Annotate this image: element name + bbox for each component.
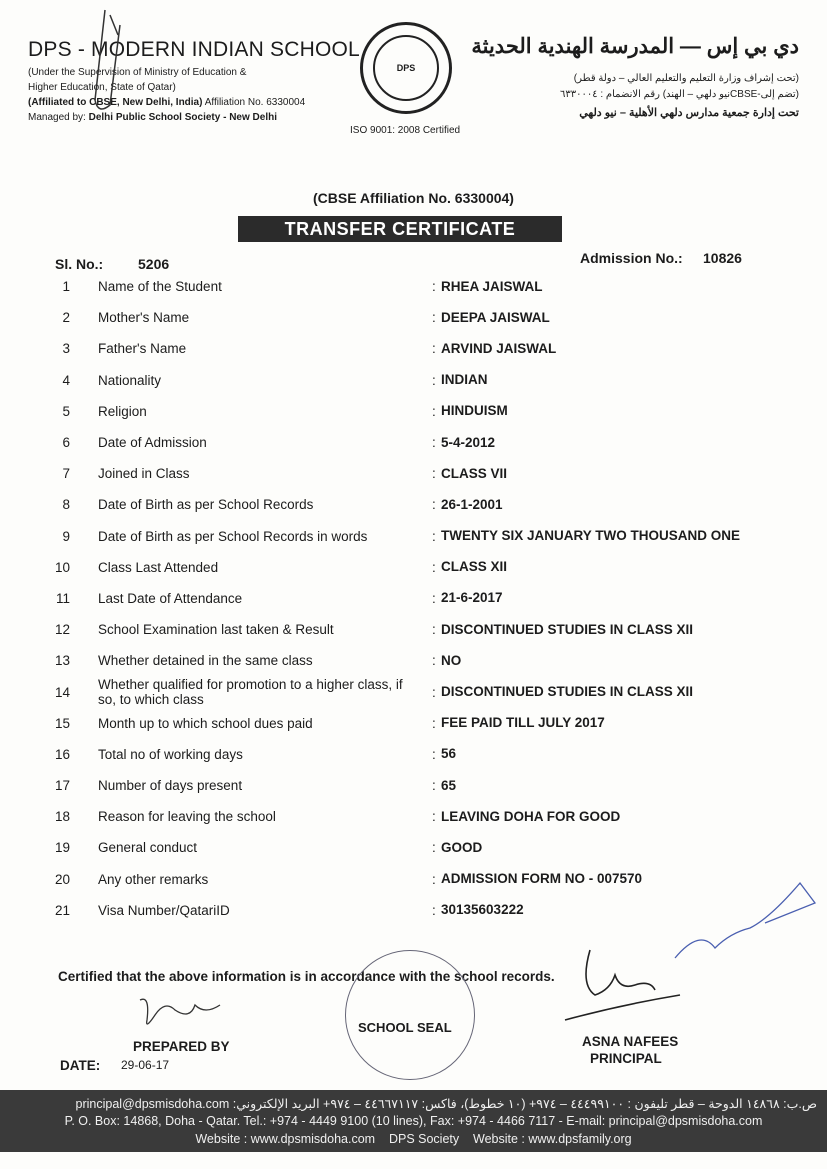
field-number: 19 [54,840,70,856]
field-label: Reason for leaving the school [98,809,276,825]
affiliation-no: Affiliation No. 6330004 [204,97,306,108]
managed-line [28,110,277,125]
field-colon: : [432,746,436,762]
affiliated-to: (Affiliated to CBSE, New Delhi, India) [28,97,203,108]
field-row [0,739,827,770]
field-number: 10 [54,559,70,575]
field-label: Total no of working days [98,746,243,762]
field-colon: : [432,809,436,825]
field-row [0,770,827,801]
principal-name: ASNA NAFEES [582,1034,679,1049]
arabic-line-3: تحت إدارة جمعية مدارس دلهي الأهلية – نيو دلهي [579,107,799,119]
field-value: RHEA JAISWAL [441,278,543,294]
field-number: 13 [54,653,70,669]
field-value: ADMISSION FORM NO - 007570 [441,871,643,887]
field-value: 56 [441,746,457,762]
field-value: DISCONTINUED STUDIES IN CLASS XII [441,684,694,700]
field-colon: : [432,590,436,606]
field-colon: : [432,435,436,451]
serial-number-label: Sl. No.: [55,256,104,272]
field-colon: : [432,497,436,513]
field-number: 15 [54,715,70,731]
iso-certification: ISO 9001: 2008 Certified [350,125,461,136]
supervision-line-1: (Under the Supervision of Ministry of Education & [28,67,247,78]
field-colon: : [432,840,436,856]
field-label: Any other remarks [98,871,209,887]
footer-contact-bar [0,1090,827,1152]
field-label: Religion [98,403,147,419]
field-value: DISCONTINUED STUDIES IN CLASS XII [441,621,694,637]
school-seal-stamp [345,950,475,1080]
supervision-line-2: Higher Education, State of Qatar) [28,82,176,93]
field-number: 14 [54,684,70,700]
field-row [0,552,827,583]
serial-number: 5206 [138,256,170,272]
field-number: 11 [55,590,70,606]
field-number: 9 [62,528,70,544]
principal-role: PRINCIPAL [590,1051,662,1066]
field-label: Month up to which school dues paid [98,715,313,731]
preparer-signature-icon [135,990,235,1035]
admission-number-label: Admission No.: [580,250,683,266]
field-label: School Examination last taken & Result [98,622,334,638]
cbse-affiliation: (CBSE Affiliation No. 6330004) [313,190,514,206]
field-number: 20 [54,871,70,887]
field-value: 30135603222 [441,902,524,918]
field-value: HINDUISM [441,403,508,419]
field-row [0,676,827,707]
field-colon: : [432,559,436,575]
field-number: 7 [62,466,70,482]
field-colon: : [432,310,436,326]
field-value: ARVIND JAISWAL [441,340,557,356]
certificate-title: TRANSFER CERTIFICATE [238,216,562,242]
field-colon: : [432,528,436,544]
school-name: DPS - MODERN INDIAN SCHOOL [28,38,360,61]
field-label: Joined in Class [98,466,190,482]
footer-address-line: P. O. Box: 14868, Doha - Qatar. Tel.: +974 - 4449 9100 (10 lines), Fax: +974 - 4466 7117 - E-mail: principal@dpsmisdoha.com [64,1114,763,1128]
field-value: CLASS XII [441,559,508,575]
field-colon: : [432,684,436,700]
field-value: DEEPA JAISWAL [441,309,550,325]
field-number: 4 [62,372,70,388]
issue-date: 29-06-17 [121,1058,170,1072]
field-row [0,832,827,863]
admission-number: 10826 [703,250,742,266]
field-label: Number of days present [98,778,243,794]
field-label: Date of Birth as per School Records [98,497,314,513]
field-colon: : [432,653,436,669]
managed-by: Delhi Public School Society - New Delhi [88,112,277,123]
field-number: 2 [62,310,70,326]
field-colon: : [432,372,436,388]
field-colon: : [432,403,436,419]
arabic-school-name: دي بي إس — المدرسة الهندية الحديثة [471,35,799,58]
field-row [0,645,827,676]
field-row [0,521,827,552]
arabic-line-1: (تحت إشراف وزارة التعليم والتعليم العالي – دولة قطر) [573,73,799,84]
field-label: Visa Number/QatariID [98,902,230,918]
footer-website-line: Website : www.dpsmisdoha.com DPS Society Website : www.dpsfamily.org [195,1132,632,1146]
blue-signature-icon [670,878,820,978]
field-label: Mother's Name [98,310,190,326]
field-colon: : [432,715,436,731]
field-number: 17 [54,778,70,794]
field-number: 3 [62,341,70,357]
field-value: 26-1-2001 [441,496,503,512]
field-colon: : [432,466,436,482]
field-value: NO [441,652,462,668]
field-value: 21-6-2017 [441,590,503,606]
field-row [0,302,827,333]
field-label: Whether detained in the same class [98,653,313,669]
field-row [0,271,827,302]
field-row [0,333,827,364]
field-label: Class Last Attended [98,559,219,575]
field-colon: : [432,778,436,794]
field-colon: : [432,341,436,357]
field-row [0,396,827,427]
field-number: 5 [62,403,70,419]
school-seal-label: SCHOOL SEAL [358,1020,452,1035]
arabic-line-2: (تضم إلى-CBSEنيو دلهي – الهند) رقم الانضمام : ٦٣٣٠٠٠٤ [559,89,799,100]
field-label: Date of Admission [98,435,207,451]
footer-arabic-line: ص.ب: ١٤٨٦٨ الدوحة – قطر تليفون : ٤٤٤٩٩١٠٠ – ٩٧٤+ (١٠ خطوط)، فاكس: ٤٤٦٦٧١١٧ – ٩٧٤+ البريد الإلكتروني: principal@dpsmisdoha.com [75,1097,817,1111]
logo-emblem-icon: DPS [373,35,439,101]
field-number: 12 [54,622,70,638]
field-number: 18 [54,809,70,825]
field-row [0,583,827,614]
field-row [0,427,827,458]
initials-signature-icon [80,5,140,125]
date-label: DATE: [60,1058,101,1073]
field-value: 65 [441,777,457,793]
prepared-by-label: PREPARED BY [133,1039,230,1054]
certification-statement: Certified that the above information is in accordance with the school records. [58,969,555,984]
field-label: General conduct [98,840,198,856]
field-label: Name of the Student [98,279,222,295]
certificate-fields [0,271,827,926]
field-label: Last Date of Attendance [98,590,243,606]
field-number: 6 [62,435,70,451]
field-colon: : [432,622,436,638]
field-value: FEE PAID TILL JULY 2017 [441,715,605,731]
managed-label: Managed by: [28,112,86,123]
field-value: INDIAN [441,372,488,388]
field-value: 5-4-2012 [441,434,496,450]
field-value: GOOD [441,839,483,855]
field-value: CLASS VII [441,465,508,481]
field-label: Father's Name [98,341,187,357]
field-colon: : [432,902,436,918]
field-value: TWENTY SIX JANUARY TWO THOUSAND ONE [441,528,741,544]
field-number: 1 [62,279,70,295]
school-logo [360,22,452,114]
affiliation-line [28,95,305,110]
field-number: 8 [62,497,70,513]
field-row [0,614,827,645]
field-label: Date of Birth as per School Records in words [98,528,368,544]
field-label: Nationality [98,372,162,388]
field-row [0,365,827,396]
field-colon: : [432,279,436,295]
field-row [0,801,827,832]
field-row [0,458,827,489]
field-label: Whether qualified for promotion to a higher class, if so, to which class [98,677,403,708]
field-row [0,489,827,520]
field-number: 16 [54,746,70,762]
field-number: 21 [54,902,70,918]
field-row [0,708,827,739]
field-value: LEAVING DOHA FOR GOOD [441,808,621,824]
field-colon: : [432,871,436,887]
